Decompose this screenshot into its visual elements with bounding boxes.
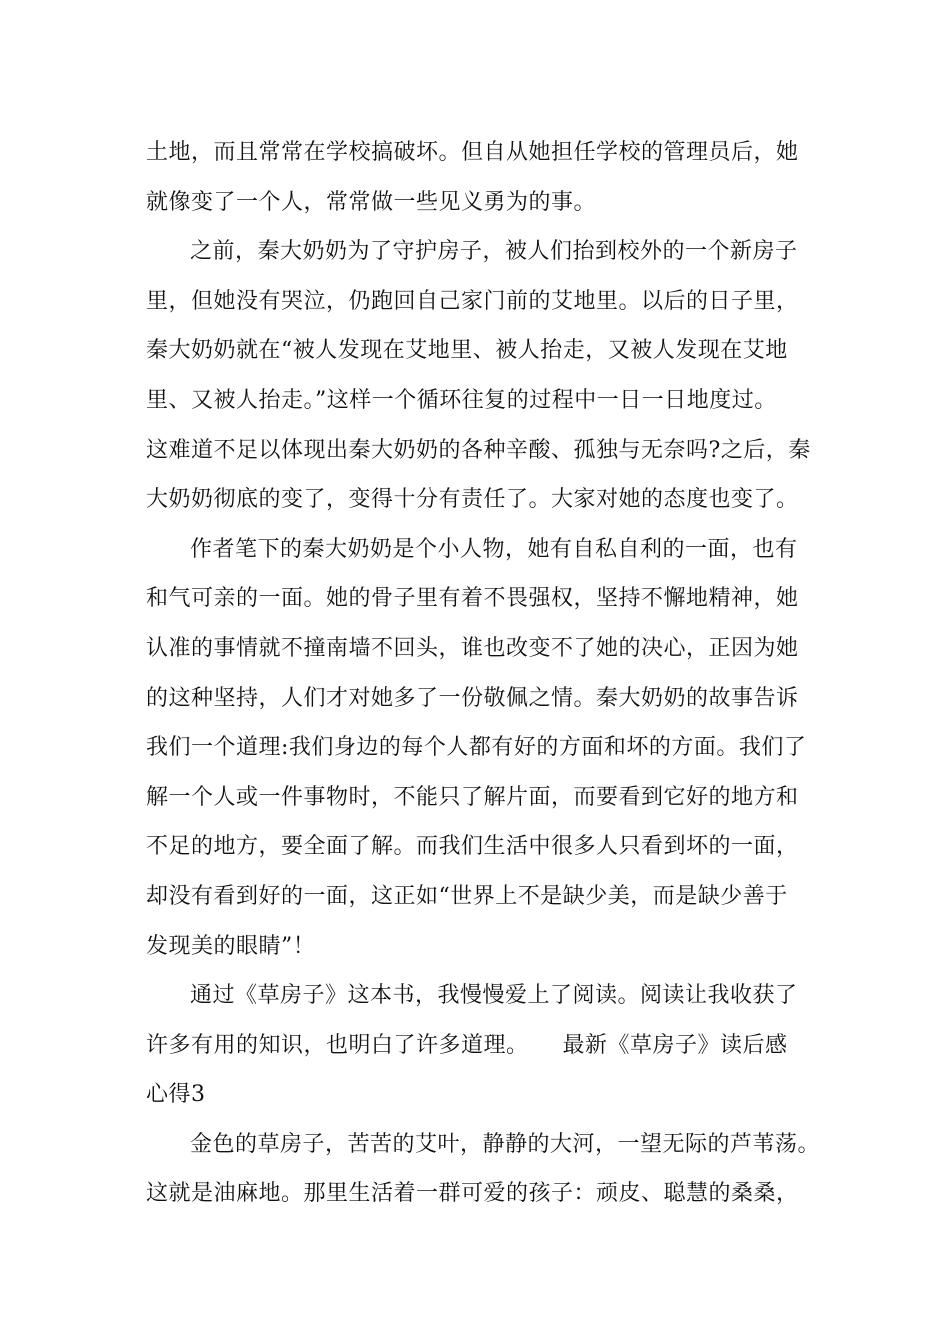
text-line: 大奶奶彻底的变了，变得十分有责任了。大家对她的态度也变了。	[146, 487, 799, 513]
text-line: 这就是油麻地。那里生活着一群可爱的孩子：顽皮、聪慧的桑桑，	[146, 1181, 799, 1207]
text-line: 却没有看到好的一面，这正如“世界上不是缺少美，而是缺少善于	[146, 883, 788, 909]
text-line: 认准的事情就不撞南墙不回头，谁也改变不了她的决心，正因为她	[146, 635, 799, 661]
text-line: 我们一个道理:我们身边的每个人都有好的方面和坏的方面。我们了	[146, 735, 807, 761]
text-line: 不足的地方，要全面了解。而我们生活中很多人只看到坏的一面，	[146, 834, 799, 860]
text-line: 和气可亲的一面。她的骨子里有着不畏强权，坚持不懈地精神，她	[146, 586, 799, 612]
paragraph-start-line: 金色的草房子，苦苦的艾叶，静静的大河，一望无际的芦苇荡。	[190, 1131, 821, 1157]
text-line: 就像变了一个人，常常做一些见义勇为的事。	[146, 189, 597, 215]
text-line: 里，但她没有哭泣，仍跑回自己家门前的艾地里。以后的日子里，	[146, 288, 799, 314]
text-line: 发现美的眼睛”！	[146, 933, 316, 959]
text-line: 土地，而且常常在学校搞破坏。但自从她担任学校的管理员后，她	[146, 140, 799, 165]
section-heading-line: 心得3	[146, 1082, 206, 1108]
paragraph-start-line: 通过《草房子》这本书，我慢慢爱上了阅读。阅读让我收获了	[190, 983, 798, 1009]
paragraph-start-line: 作者笔下的秦大奶奶是个小人物，她有自私自利的一面，也有	[190, 536, 798, 562]
text-line: 里、又被人抬走。”这样一个循环往复的过程中一日一日地度过。	[146, 387, 777, 413]
text-line: 秦大奶奶就在“被人发现在艾地里、被人抬走，又被人发现在艾地	[146, 338, 788, 364]
text-line: 这难道不足以体现出秦大奶奶的各种辛酸、孤独与无奈吗?之后，秦	[146, 437, 811, 463]
text-line: 的这种坚持，人们才对她多了一份敬佩之情。秦大奶奶的故事告诉	[146, 685, 799, 711]
paragraph-start-line: 之前，秦大奶奶为了守护房子，被人们抬到校外的一个新房子	[190, 239, 798, 265]
text-line: 解一个人或一件事物时，不能只了解片面，而要看到它好的地方和	[146, 784, 799, 810]
text-line: 许多有用的知识，也明白了许多道理。 最新《草房子》读后感	[146, 1032, 788, 1058]
body-text	[146, 128, 836, 1219]
